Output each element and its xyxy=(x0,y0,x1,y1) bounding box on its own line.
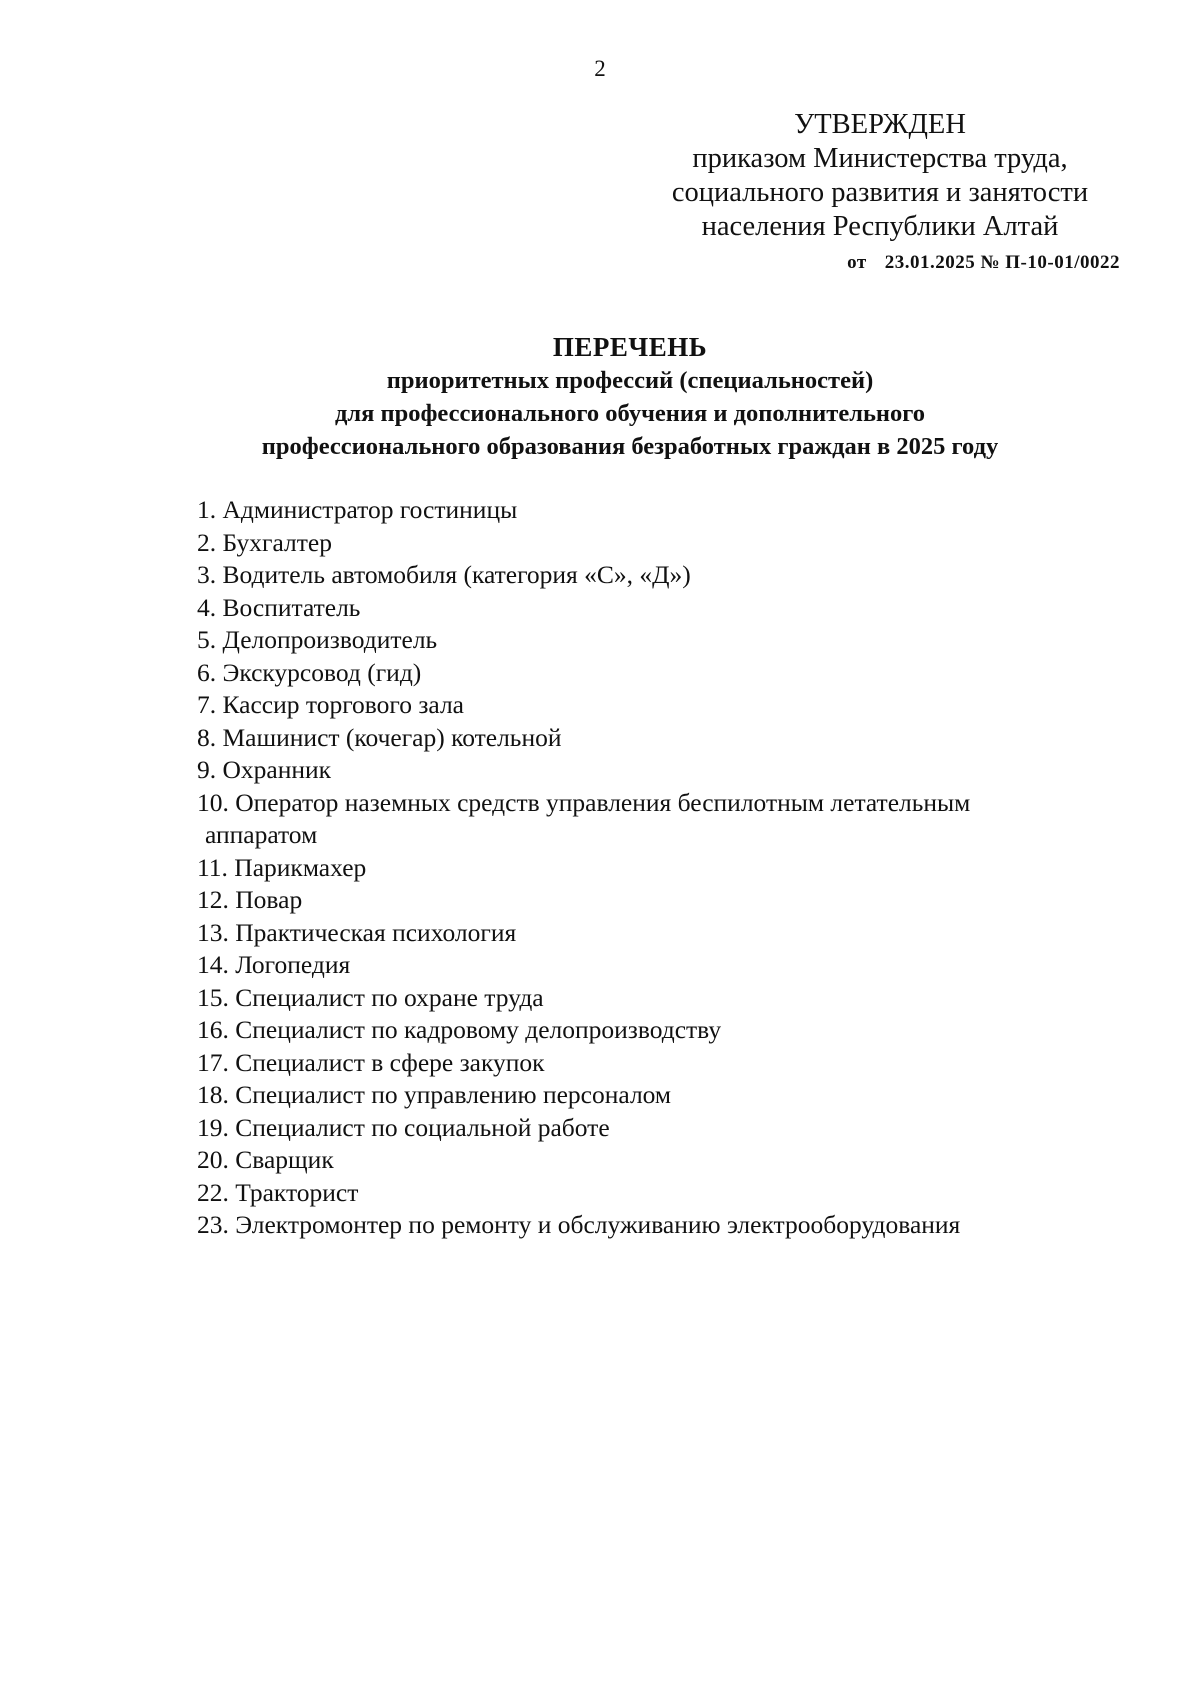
list-item: 6. Экскурсовод (гид) xyxy=(197,657,422,687)
approval-date-value: 23.01.2025 № П-10-01/0022 xyxy=(884,252,1120,273)
title-line-1: приоритетных профессий (специальностей) xyxy=(386,367,874,394)
approval-heading: УТВЕРЖДЕН xyxy=(794,109,966,140)
list-item: 16. Специалист по кадровому делопроизводству xyxy=(197,1015,722,1044)
list-item: 15. Специалист по охране труда xyxy=(197,982,544,1012)
list-item: 8. Машинист (кочегар) котельной xyxy=(197,722,562,752)
page-number: 2 xyxy=(594,56,606,81)
approval-date-line xyxy=(620,246,1140,280)
profession-list xyxy=(197,494,1097,1242)
list-item-continuation-text: аппаратом xyxy=(205,820,318,849)
list-item: 1. Администратор гостиницы xyxy=(197,495,518,524)
list-item: 2. Бухгалтер xyxy=(197,527,332,557)
list-item-continuation xyxy=(197,819,1097,852)
list-item: 12. Повар xyxy=(197,885,303,914)
list-item: 5. Делопроизводитель xyxy=(197,625,438,654)
approval-date-prefix: от xyxy=(847,252,867,273)
list-item: 23. Электромонтер по ремонту и обслуживанию электрооборудования xyxy=(197,1210,961,1239)
list-item: 13. Практическая психология xyxy=(197,917,517,947)
list-item: 14. Логопедия xyxy=(197,950,351,979)
list-item: 10. Оператор наземных средств управления беспилотным летательным xyxy=(197,787,971,817)
list-item: 20. Сварщик xyxy=(197,1145,334,1174)
list-item: 19. Специалист по социальной работе xyxy=(197,1112,610,1142)
approval-line-order: приказом Министерства труда, xyxy=(692,143,1068,174)
list-item: 9. Охранник xyxy=(197,755,332,784)
list-item: 17. Специалист в сфере закупок xyxy=(197,1047,545,1077)
list-item: 3. Водитель автомобиля (категория «С», «Д») xyxy=(197,560,691,589)
list-item: 11. Парикмахер xyxy=(197,852,367,882)
title-line-2: для профессионального обучения и дополнительного xyxy=(334,400,926,427)
document-title xyxy=(200,330,1060,463)
list-item: 22. Тракторист xyxy=(197,1177,359,1207)
approval-stamp xyxy=(620,108,1140,280)
list-item: 4. Воспитатель xyxy=(197,592,361,622)
title-line-3: профессионального образования безработных граждан в 2025 году xyxy=(261,433,999,460)
list-item: 7. Кассир торгового зала xyxy=(197,690,465,719)
title-main: ПЕРЕЧЕНЬ xyxy=(552,332,708,362)
approval-line-region: населения Республики Алтай xyxy=(701,211,1059,242)
list-item: 18. Специалист по управлению персоналом xyxy=(197,1080,672,1109)
approval-line-ministry: социального развития и занятости xyxy=(671,177,1089,208)
